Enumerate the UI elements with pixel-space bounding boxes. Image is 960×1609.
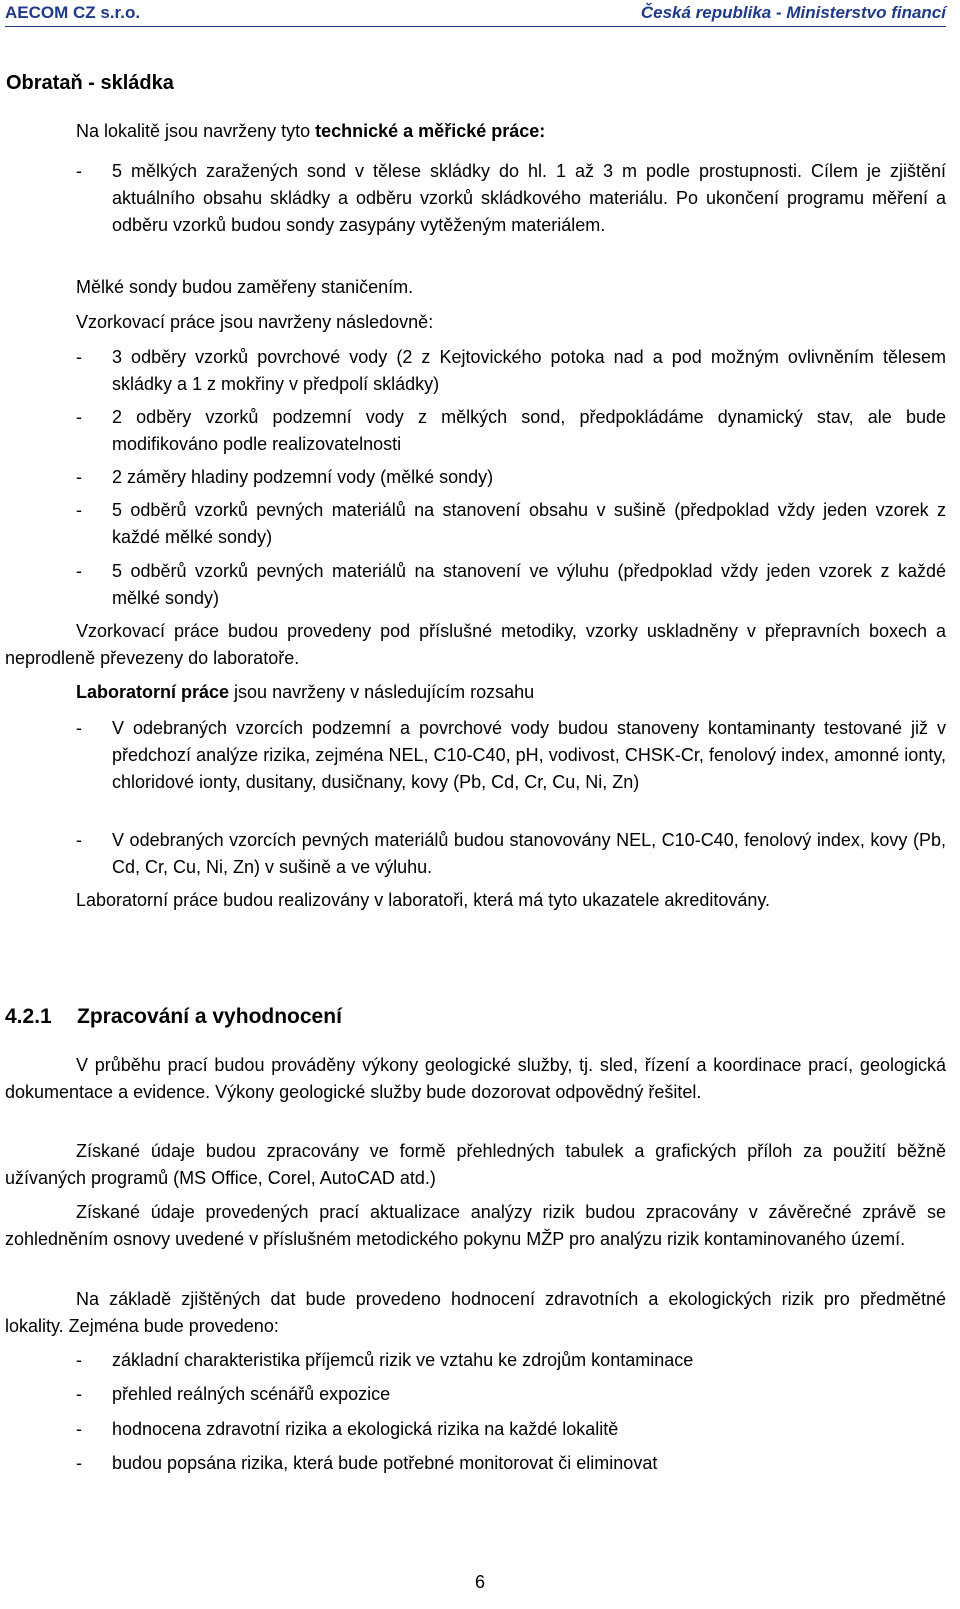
sampling-item-text: 3 odběry vzorků povrchové vody (2 z Kejtovického potoka nad a pod možným ovlivněním tělesem skládky a 1 z mokřiny v předpolí skládky) <box>112 347 946 394</box>
section-heading <box>5 1005 342 1029</box>
section-number: 4.2.1 <box>5 1005 52 1028</box>
list-item <box>76 344 946 398</box>
intro-text: Na lokalitě jsou navrženy tyto <box>76 121 316 141</box>
section-item-text: hodnocena zdravotní rizika a ekologická rizika na každé lokalitě <box>112 1419 619 1439</box>
page-header <box>5 3 946 25</box>
survey-paragraph: Mělké sondy budou zaměřeny staničením. <box>76 277 414 297</box>
list-item <box>76 827 946 881</box>
lab-intro-text: jsou navrženy v následujícím rozsahu <box>229 682 535 702</box>
list-dash: - <box>76 407 82 427</box>
site-heading: Obrataň - skládka <box>6 72 174 94</box>
sampling-intro: Vzorkovací práce jsou navrženy následovně: <box>76 312 434 332</box>
list-dash: - <box>76 1384 82 1404</box>
intro-paragraph <box>76 118 946 145</box>
header-rule <box>5 26 946 27</box>
probe-item-text: 5 mělkých zaražených sond v tělese skládky do hl. 1 až 3 m podle prostupnosti. Cílem je zjištění aktuálního obsahu skládky a odběru vzorků skládkového materiálu. Po ukončení programu měření a odběru vzorků budou sondy zasypány vytěženým materiálem. <box>112 161 946 235</box>
list-dash: - <box>76 161 82 181</box>
list-item <box>76 464 946 491</box>
list-dash: - <box>76 347 82 367</box>
list-dash: - <box>76 1453 82 1473</box>
sampling-item-text: 2 odběry vzorků podzemní vody z mělkých sond, předpokládáme dynamický stav, ale bude modifikováno podle realizovatelnosti <box>112 407 946 454</box>
list-item <box>76 158 946 239</box>
list-dash: - <box>76 1419 82 1439</box>
section-paragraph: Na základě zjištěných dat bude provedeno hodnocení zdravotních a ekologických rizik pro předmětné lokality. Zejména bude provedeno: <box>5 1289 946 1336</box>
list-item <box>76 497 946 551</box>
list-dash: - <box>76 830 82 850</box>
lab-bold-text: Laboratorní práce <box>76 682 230 702</box>
list-dash: - <box>76 1350 82 1370</box>
list-item <box>76 558 946 612</box>
sampling-outro: Vzorkovací práce budou provedeny pod příslušné metodiky, vzorky uskladněny v přepravních boxech a neprodleně převezeny do laboratoře. <box>5 621 946 668</box>
section-item-text: budou popsána rizika, která bude potřebné monitorovat či eliminovat <box>112 1453 658 1473</box>
list-item <box>76 404 946 458</box>
lab-outro: Laboratorní práce budou realizovány v laboratoři, která má tyto ukazatele akreditovány. <box>76 890 771 910</box>
sampling-item-text: 5 odběrů vzorků pevných materiálů na stanovení ve výluhu (předpoklad vždy jeden vzorek z každé mělké sondy) <box>112 561 946 608</box>
section-item-text: základní charakteristika příjemců rizik ve vztahu ke zdrojům kontaminace <box>112 1350 694 1370</box>
sampling-item-text: 2 záměry hladiny podzemní vody (mělké sondy) <box>112 467 494 487</box>
lab-item-text: V odebraných vzorcích pevných materiálů budou stanovovány NEL, C10-C40, fenolový index, kovy (Pb, Cd, Cr, Cu, Ni, Zn) v sušině a ve výluhu. <box>112 830 946 877</box>
section-paragraph: Získané údaje budou zpracovány ve formě přehledných tabulek a grafických příloh za použití běžně užívaných programů (MS Office, Corel, AutoCAD atd.) <box>5 1141 946 1188</box>
header-company: AECOM CZ s.r.o. <box>5 3 141 22</box>
section-title: Zpracování a vyhodnocení <box>77 1005 342 1028</box>
list-dash: - <box>76 467 82 487</box>
list-item <box>76 1416 946 1443</box>
header-client: Česká republika - Ministerstvo financí <box>640 3 946 22</box>
list-item <box>76 715 946 796</box>
lab-intro <box>76 679 946 706</box>
list-dash: - <box>76 500 82 520</box>
list-item <box>76 1347 946 1374</box>
list-item <box>76 1381 946 1408</box>
lab-item-text: V odebraných vzorcích podzemní a povrchové vody budou stanoveny kontaminanty testované již v předchozí analýze rizika, zejména NEL, C10-C40, pH, vodivost, CHSK-Cr, fenolový index, amonné ionty, chloridové ionty, dusitany, dusičnany, kovy (Pb, Cd, Cr, Cu, Ni, Zn) <box>112 718 946 792</box>
intro-bold-text: technické a měřické práce: <box>315 121 546 141</box>
list-dash: - <box>76 718 82 738</box>
section-paragraph: Získané údaje provedených prací aktualizace analýzy rizik budou zpracovány v závěrečné zprávě se zohledněním osnovy uvedené v příslušném metodického pokynu MŽP pro analýzu rizik kontaminovaného území. <box>5 1202 946 1249</box>
list-item <box>76 1450 946 1477</box>
sampling-item-text: 5 odběrů vzorků pevných materiálů na stanovení obsahu v sušině (předpoklad vždy jeden vzorek z každé mělké sondy) <box>112 500 946 547</box>
section-paragraph: V průběhu prací budou prováděny výkony geologické služby, tj. sled, řízení a koordinace prací, geologická dokumentace a evidence. Výkony geologické služby bude dozorovat odpovědný řešitel. <box>5 1055 946 1102</box>
page-number: 6 <box>474 1572 485 1592</box>
list-dash: - <box>76 561 82 581</box>
section-item-text: přehled reálných scénářů expozice <box>112 1384 391 1404</box>
